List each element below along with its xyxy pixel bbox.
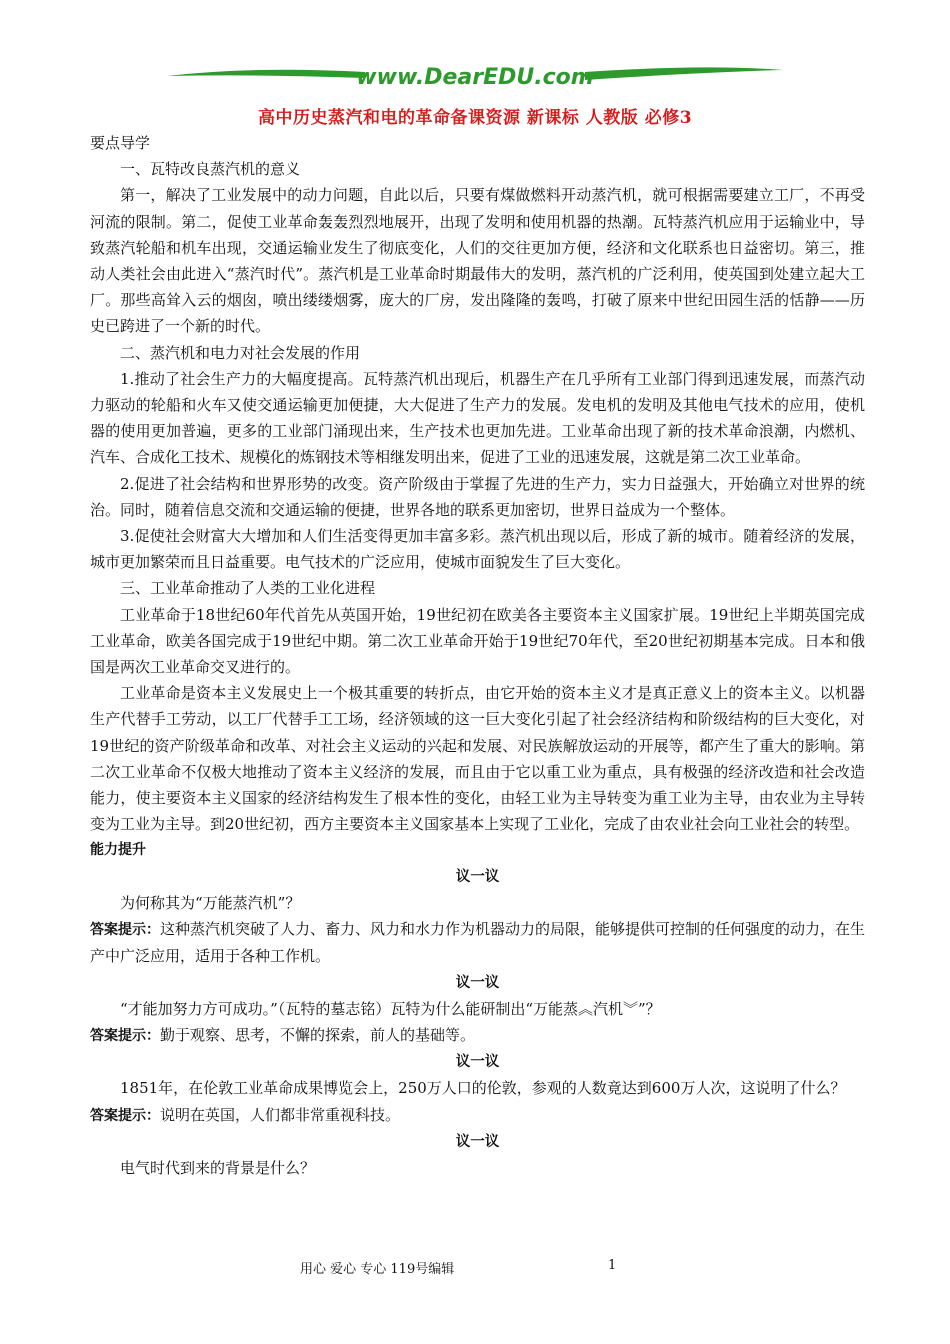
answer-label: 答案提示： <box>90 1027 160 1044</box>
section-1-heading: 一、瓦特改良蒸汽机的意义 <box>120 160 301 179</box>
discussion-question: 为何称其为“万能蒸汽机”？ <box>120 893 301 912</box>
discussion-question: “才能加努力方可成功。”（瓦特的墓志铭）瓦特为什么能研制出“万能蒸︽汽机︾”？ <box>120 999 661 1018</box>
discussion-label: 议一议 <box>455 974 500 991</box>
answer-text: 说明在英国，人们都非常重视科技。 <box>160 1105 401 1124</box>
answer-text: 勤于观察、思考，不懈的探索，前人的基础等。 <box>160 1025 476 1044</box>
discussion-question: 电气时代到来的背景是什么？ <box>120 1158 316 1177</box>
section-1-paragraph: 第一，解决了工业发展中的动力问题，自此以后，只要有煤做燃料开动蒸汽机，就可根据需要建立工厂，不再受河流的限制。第二，促使工业革命轰轰烈烈地展开，出现了发明和使用机器的热潮。瓦特蒸汽机应用于运输业中，导致蒸汽轮船和机车出现，交通运输业发生了彻底变化，人们的交往更加方便，经济和文化联系也日益密切。第三，推动人类社会由此进入“蒸汽时代”。蒸汽机是工业革命时期最伟大的发明，蒸汽机的广泛利用，使英国到处建立起大工厂。那些高耸入云的烟囱，喷出缕缕烟雾，庞大的厂房，发出隆隆的轰鸣，打破了原来中世纪田园生活的恬静——历史已跨进了一个新的时代。 <box>90 186 865 336</box>
section-2-paragraph-3: 3.促使社会财富大大增加和人们生活变得更加丰富多彩。蒸汽机出现以后，形成了新的城市。随着经济的发展，城市更加繁荣而且日益重要。电气技术的广泛应用，使城市面貌发生了巨大变化。 <box>90 527 865 572</box>
section-3-paragraph-2: 工业革命是资本主义发展史上一个极其重要的转折点，由它开始的资本主义才是真正意义上的资本主义。以机器生产代替手工劳动，以工厂代替手工工场，经济领域的这一巨大变化引起了社会经济结构和阶级结构的巨大变化，对19世纪的资产阶级革命和改革、对社会主义运动的兴起和发展、对民族解放运动的开展等，都产生了重大的影响。第二次工业革命不仅极大地推动了资本主义经济的发展，而且由于它以重工业为重点，具有极强的经济改造和社会改造能力，使主要资本主义国家的经济结构发生了根本性的变化，由轻工业为主导转变为重工业为主导，由农业为主导转变为工业为主导。到20世纪初，西方主要资本主义国家基本上实现了工业化，完成了由农业社会向工业社会的转型。 <box>90 684 865 834</box>
section-3-heading: 三、工业革命推动了人类的工业化进程 <box>120 579 376 598</box>
answer-hint <box>90 916 865 969</box>
discussion-label: 议一议 <box>455 1054 500 1071</box>
section-2-heading: 二、蒸汽机和电力对社会发展的作用 <box>120 343 361 362</box>
section-2-paragraph-2: 2.促进了社会结构和世界形势的改变。资产阶级由于掌握了先进的生产力，实力日益强大，开始确立对世界的统治。同时，随着信息交流和交通运输的便捷，世界各地的联系更加密切，世界日益成为一个整体。 <box>90 474 865 519</box>
answer-hint <box>90 1022 865 1049</box>
discussion-question: 1851年，在伦敦工业革命成果博览会上，250万人口的伦敦，参观的人数竟达到600万人次，这说明了什么？ <box>120 1079 846 1098</box>
answer-hint <box>90 1102 865 1129</box>
section-2-paragraph-1: 1.推动了社会生产力的大幅度提高。瓦特蒸汽机出现后，机器生产在几乎所有工业部门得到迅速发展，而蒸汽动力驱动的轮船和火车又使交通运输更加便捷，大大促进了生产力的发展。发电机的发明及其他电气技术的应用，使机器的使用更加普遍，更多的工业部门涌现出来，生产技术也更加先进。工业革命出现了新的技术革命浪潮，内燃机、汽车、合成化工技术、规模化的炼钢技术等相继发明出来，促进了工业的迅速发展，这就是第二次工业革命。 <box>90 369 865 467</box>
document-title: 高中历史蒸汽和电的革命备课资源 新课标 人教版 必修3 <box>257 108 693 128</box>
discussion-label: 议一议 <box>455 1133 500 1150</box>
site-banner <box>165 60 785 96</box>
ability-heading: 能力提升 <box>90 842 146 859</box>
discussion-label: 议一议 <box>455 868 500 885</box>
banner-swoosh-left <box>167 70 365 78</box>
page-number: 1 <box>608 1258 617 1273</box>
footer-text: 用心 爱心 专心 119号编辑 <box>300 1262 455 1277</box>
answer-text: 这种蒸汽机突破了人力、畜力、风力和水力作为机器动力的局限，能够提供可控制的任何强度的动力，在生产中广泛应用，适用于各种工作机。 <box>90 920 866 966</box>
answer-label: 答案提示： <box>90 922 160 939</box>
section-3-paragraph-1: 工业革命于18世纪60年代首先从英国开始，19世纪初在欧美各主要资本主义国家扩展。19世纪上半期英国完成工业革命，欧美各国完成于19世纪中期。第二次工业革命开始于19世纪70年代，至20世纪初期基本完成。日本和俄国是两次工业革命交叉进行的。 <box>90 605 865 677</box>
banner-swoosh-right <box>585 67 783 80</box>
key-points-heading: 要点导学 <box>90 134 151 152</box>
banner-text: www.DearEDU.com <box>356 65 594 90</box>
document-body <box>90 130 865 1181</box>
answer-label: 答案提示： <box>90 1107 160 1124</box>
